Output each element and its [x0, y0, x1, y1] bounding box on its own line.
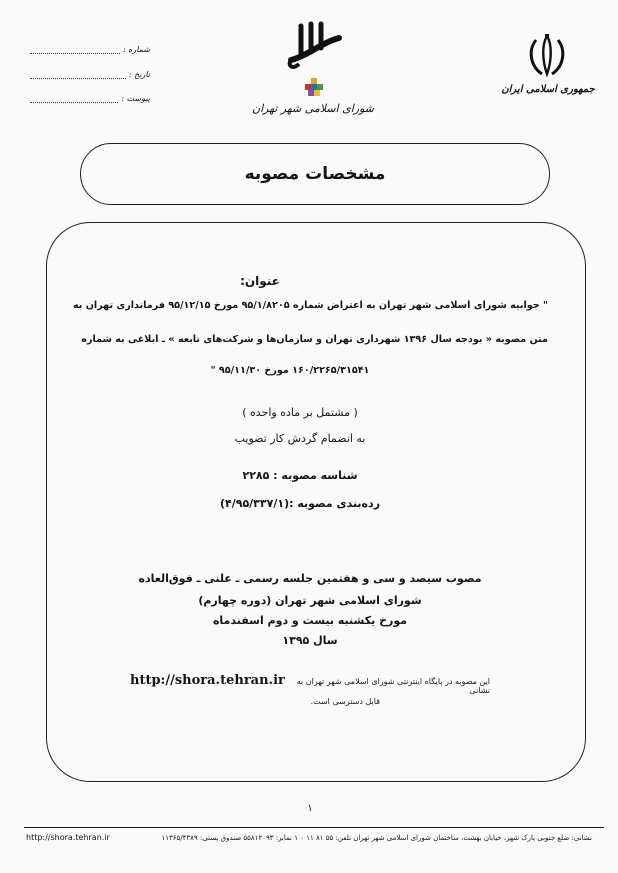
- ref-number-field: [30, 40, 150, 54]
- council-logo-mosaic-icon: [302, 78, 326, 100]
- subject-heading: عنوان:: [240, 274, 280, 288]
- notice-suffix: قابل دسترسی است.: [310, 697, 380, 706]
- ref-number-label: شماره :: [122, 45, 150, 54]
- emblem-caption: جمهوری اسلامی ایران: [501, 84, 595, 95]
- notice-url-link[interactable]: http://shora.tehran.ir: [130, 673, 285, 688]
- iran-emblem-icon: [522, 30, 572, 80]
- footer-divider: [24, 827, 604, 828]
- ref-date-field: [30, 65, 150, 79]
- subject-line-2: متن مصوبه « بودجه سال ۱۳۹۶ شهرداری تهران و سازمان‌ها و شرکت‌های تابعه » ـ ابلاغی به شماره: [81, 334, 548, 345]
- ref-number-dots: [30, 45, 120, 54]
- approval-line-2: شورای اسلامی شهر تهران (دوره چهارم): [198, 594, 422, 607]
- approval-line-3: مورخ یکشنبه بیست و دوم اسفندماه: [212, 614, 408, 627]
- ref-attachment-field: [30, 89, 150, 103]
- notice-prefix: این مصوبه در پایگاه اینترنتی شورای اسلامی شهر تهران به نشانی: [296, 677, 490, 695]
- title-banner: [80, 143, 550, 205]
- subject-line-1: " جوابیه شورای اسلامی شهر تهران به اعتراض شماره ۹۵/۱/۸۲۰۵ مورخ ۹۵/۱۲/۱۵ فرمانداری تهران به: [72, 300, 548, 311]
- banner-title: مشخصات مصوبه: [244, 164, 386, 184]
- page-number: ۱: [307, 803, 313, 814]
- subtitle-single-article: ( مشتمل بر ماده واحده ): [242, 406, 358, 419]
- approval-line-1: مصوب سیصد و سی و هفتمین جلسه رسمی ـ علنی ـ فوق‌العاده: [138, 572, 482, 585]
- council-caption: شورای اسلامی شهر تهران: [252, 102, 374, 115]
- subject-line-3: ۱۶۰/۲۲۶۵/۳۱۵۴۱ مورخ ۹۵/۱۱/۳۰ ": [210, 365, 370, 376]
- subtitle-workflow: به انضمام گردش کار تصویب: [234, 432, 366, 445]
- ref-date-dots: [30, 70, 126, 79]
- council-logo-icon: [283, 16, 343, 76]
- footer-address: نشانی: ضلع جنوبی پارک شهر، خیابان بهشت، ساختمان شورای اسلامی شهر تهران تلفن: ۵۵ ۸۱ ۱۱ ۰ ۱ نمابر: ۵۵۸۱۲۰۹۳ صندوق پستی: ۱۱۳۶۵/۴۳۸۹: [161, 834, 592, 842]
- ref-date-label: تاریخ :: [128, 70, 150, 79]
- ref-attachment-label: پیوست :: [121, 94, 150, 103]
- availability-notice: [130, 673, 490, 695]
- ref-attachment-dots: [30, 94, 118, 103]
- approval-line-4: سال ۱۳۹۵: [282, 634, 338, 647]
- resolution-classification: رده‌بندی مصوبه :(۴/۹۵/۳۳۷/۱): [219, 497, 381, 510]
- resolution-id: شناسه مصوبه : ۲۲۸۵: [242, 469, 358, 482]
- footer-url-link[interactable]: http://shora.tehran.ir: [26, 833, 110, 842]
